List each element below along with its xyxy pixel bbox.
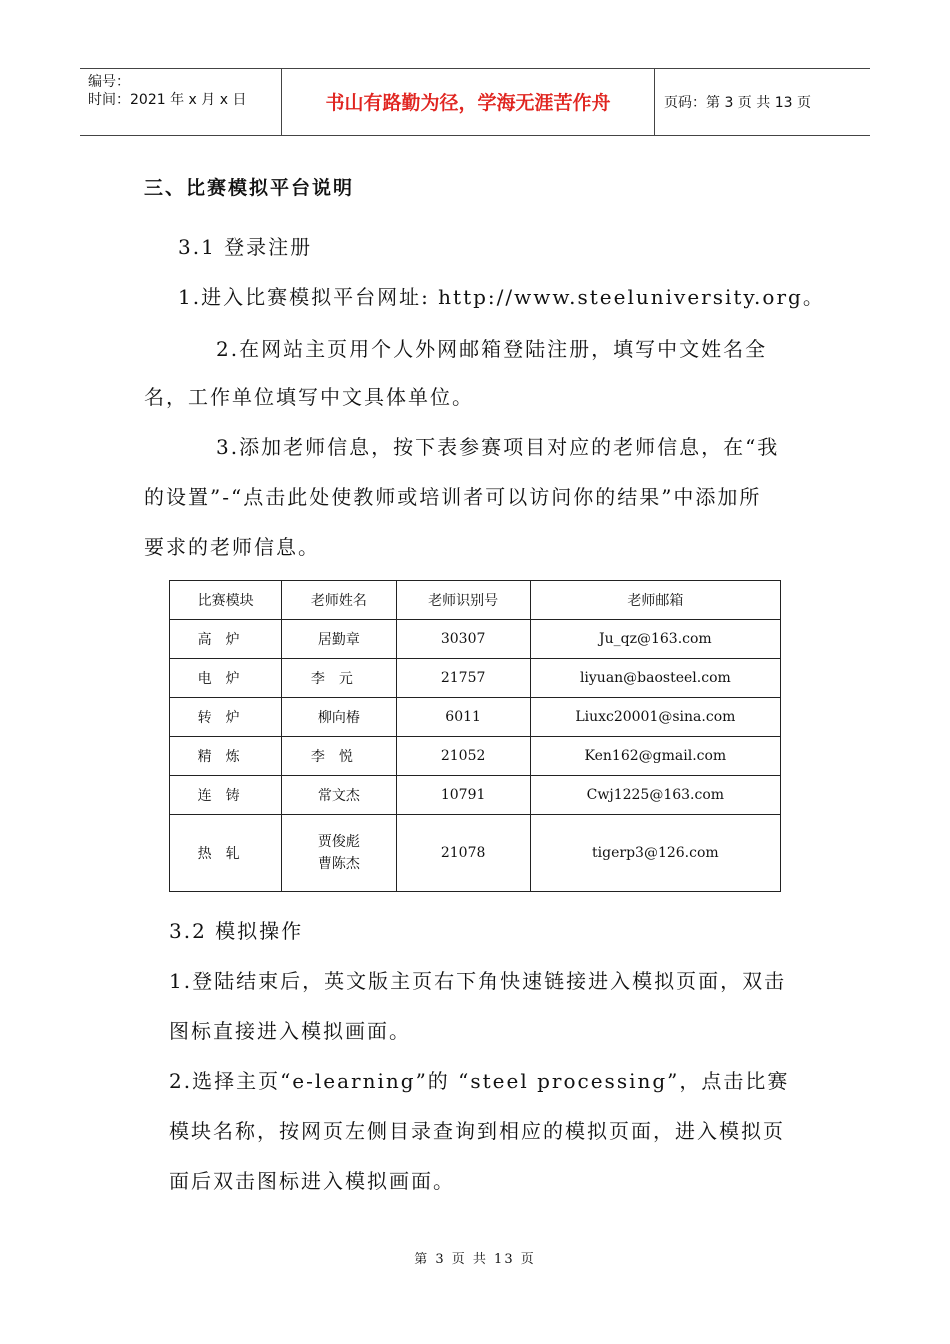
id-cell: 6011: [396, 698, 530, 737]
table-row: [170, 659, 781, 698]
id-cell: 10791: [396, 776, 530, 815]
table-header-cell: 老师识别号: [396, 581, 530, 620]
name-cell: 柳向椿: [282, 698, 396, 737]
header-page-label: 页码：第 3 页 共 13 页: [664, 95, 811, 111]
subsection-title: 3.2 模拟操作: [169, 919, 304, 943]
email-cell: liyuan@baosteel.com: [530, 659, 780, 698]
table-row: [170, 698, 781, 737]
paragraph-line: 名，工作单位填写中文具体单位。: [144, 385, 474, 409]
paragraph-line: 面后双击图标进入模拟画面。: [169, 1169, 455, 1193]
header-top-rule: [80, 68, 870, 69]
module-cell: 高炉: [170, 620, 282, 659]
page-footer: 第 3 页 共 13 页: [414, 1252, 536, 1267]
name-cell: [282, 815, 396, 892]
id-cell: 21757: [396, 659, 530, 698]
paragraph-line: 1.进入比赛模拟平台网址: http://www.steeluniversity.org。: [178, 285, 825, 309]
header-time-label: 时间：2021 年 x 月 x 日: [88, 92, 247, 108]
email-cell: Ken162@gmail.com: [530, 737, 780, 776]
paragraph-line: 图标直接进入模拟画面。: [169, 1019, 411, 1043]
teacher-table: [169, 580, 781, 892]
paragraph-line: 2.在网站主页用个人外网邮箱登陆注册，填写中文姓名全: [216, 337, 768, 361]
paragraph-line: 模块名称，按网页左侧目录查询到相应的模拟页面，进入模拟页: [169, 1119, 785, 1143]
name-cell: 李元: [282, 659, 396, 698]
header-divider: [654, 68, 655, 136]
header-motto: 书山有路勤为径，学海无涯苦作舟: [325, 92, 611, 114]
paragraph-line: 2.选择主页“e-learning”的 “steel processing”，点击比赛: [169, 1069, 790, 1093]
subsection-title: 3.1 登录注册: [178, 235, 313, 259]
module-cell: 精炼: [170, 737, 282, 776]
table-header-cell: 老师姓名: [282, 581, 396, 620]
email-cell: tigerp3@126.com: [530, 815, 780, 892]
table-row: [170, 776, 781, 815]
paragraph-line: 要求的老师信息。: [144, 535, 320, 559]
id-cell: 30307: [396, 620, 530, 659]
table-row: [170, 815, 781, 892]
name-cell: 李悦: [282, 737, 396, 776]
email-cell: Liuxc20001@sina.com: [530, 698, 780, 737]
email-cell: Ju_qz@163.com: [530, 620, 780, 659]
paragraph-line: 3.添加老师信息，按下表参赛项目对应的老师信息，在“我: [216, 435, 780, 459]
header-number-label: 编号：: [88, 74, 130, 90]
id-cell: 21078: [396, 815, 530, 892]
name-line: 曹陈杰: [317, 856, 360, 872]
module-cell: 热轧: [170, 815, 282, 892]
table-header-cell: 比赛模块: [170, 581, 282, 620]
header-bottom-rule: [80, 135, 870, 136]
table-header-row: [170, 581, 781, 620]
email-cell: Cwj1225@163.com: [530, 776, 780, 815]
table-header-cell: 老师邮箱: [530, 581, 780, 620]
table-row: [170, 737, 781, 776]
module-cell: 电炉: [170, 659, 282, 698]
module-cell: 连铸: [170, 776, 282, 815]
paragraph-line: 的设置”-“点击此处使教师或培训者可以访问你的结果”中添加所: [144, 485, 762, 509]
name-line: 贾俊彪: [317, 834, 360, 850]
id-cell: 21052: [396, 737, 530, 776]
name-cell: 常文杰: [282, 776, 396, 815]
paragraph-line: 1.登陆结束后，英文版主页右下角快速链接进入模拟页面，双击: [169, 969, 787, 993]
module-cell: 转炉: [170, 698, 282, 737]
section-title: 三、比赛模拟平台说明: [144, 177, 355, 199]
table-row: [170, 620, 781, 659]
name-cell: 居勤章: [282, 620, 396, 659]
